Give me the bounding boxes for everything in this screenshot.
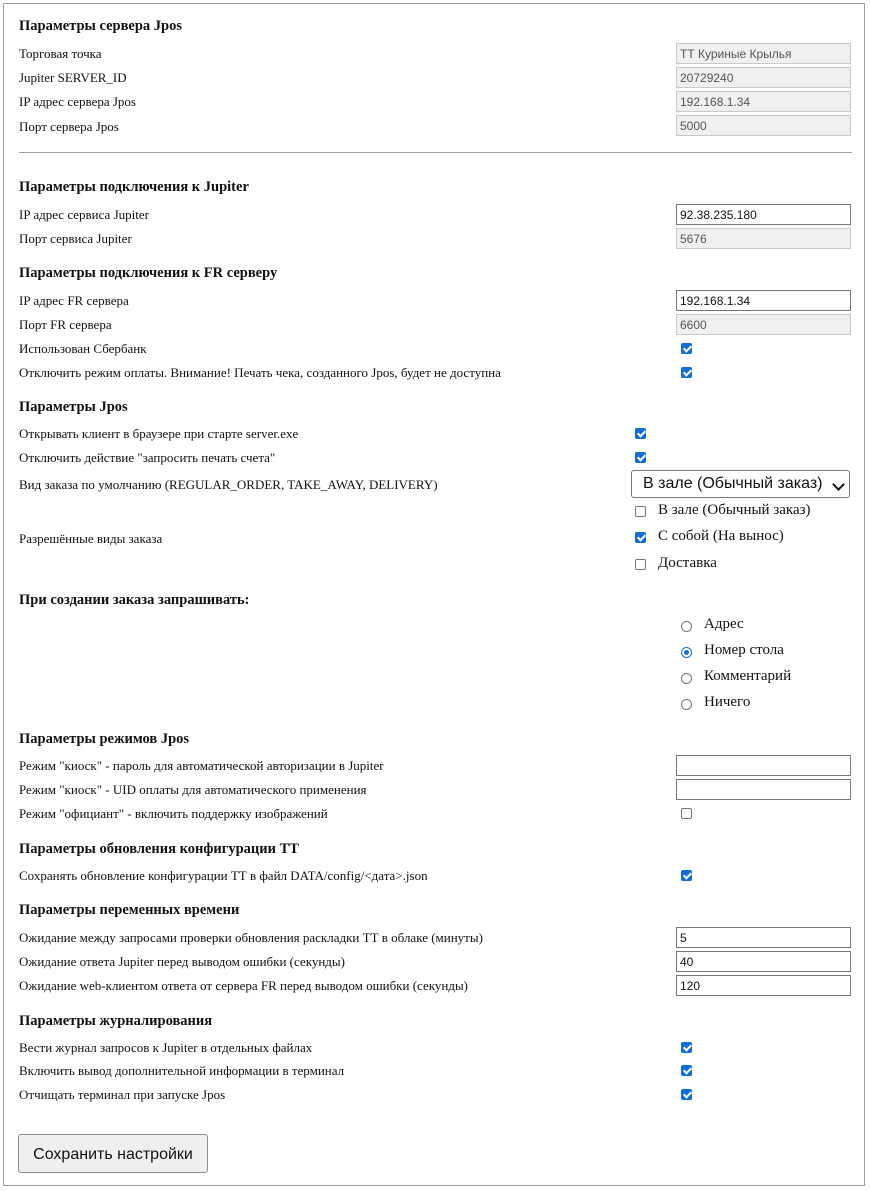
label-jpos-ip: IP адрес сервера Jpos: [19, 94, 136, 109]
section-title-jupiter: Параметры подключения к Jupiter: [19, 179, 249, 195]
label-server-id: Jupiter SERVER_ID: [19, 70, 127, 85]
section-title-config-update: Параметры обновления конфигурации ТТ: [19, 841, 299, 857]
section-divider: [19, 152, 852, 153]
section-title-fr: Параметры подключения к FR серверу: [19, 265, 278, 281]
timer-layout-check-field[interactable]: [676, 927, 851, 948]
label-log-verbose: Включить вывод дополнительной информации в терминал: [19, 1063, 345, 1078]
save-config-checkbox[interactable]: [681, 870, 692, 881]
label-timer-fr: Ожидание web-клиентом ответа от сервера FR перед выводом ошибки (секунды): [19, 978, 469, 993]
default-order-select[interactable]: [631, 470, 850, 498]
label-jupiter-port: Порт сервиса Jupiter: [19, 231, 132, 246]
trade-point-field[interactable]: [676, 43, 851, 64]
label-timer-layout-check: Ожидание между запросами проверки обновления раскладки ТТ в облаке (минуты): [19, 930, 483, 945]
sberbank-checkbox[interactable]: [681, 343, 692, 354]
fr-ip-field[interactable]: [676, 290, 851, 311]
ask-nothing-radio[interactable]: [681, 699, 692, 710]
open-browser-checkbox[interactable]: [635, 428, 646, 439]
disable-payment-checkbox[interactable]: [681, 367, 692, 378]
label-sberbank: Использован Сбербанк: [19, 341, 147, 356]
save-settings-button[interactable]: Сохранить настройки: [18, 1134, 208, 1173]
label-open-browser: Открывать клиент в браузере при старте server.exe: [19, 426, 299, 441]
ask-nothing-label: Ничего: [704, 694, 751, 710]
jupiter-port-field[interactable]: [676, 228, 851, 249]
label-default-order: Вид заказа по умолчанию (REGULAR_ORDER, TAKE_AWAY, DELIVERY): [19, 477, 438, 492]
label-log-jupiter: Вести журнал запросов к Jupiter в отдельных файлах: [19, 1040, 313, 1055]
section-title-server: Параметры сервера Jpos: [19, 18, 182, 34]
timer-jupiter-field[interactable]: [676, 951, 851, 972]
order-type-dine-in-checkbox[interactable]: [635, 506, 646, 517]
fr-port-field[interactable]: [676, 314, 851, 335]
disable-print-checkbox[interactable]: [635, 452, 646, 463]
label-jupiter-ip: IP адрес сервиса Jupiter: [19, 207, 149, 222]
label-jpos-port: Порт сервера Jpos: [19, 119, 119, 134]
label-kiosk-uid: Режим "киоск" - UID оплаты для автоматического применения: [19, 782, 367, 797]
label-kiosk-password: Режим "киоск" - пароль для автоматической авторизации в Jupiter: [19, 758, 384, 773]
label-trade-point: Торговая точка: [19, 46, 102, 61]
jpos-port-field[interactable]: [676, 115, 851, 136]
ask-address-label: Адрес: [704, 616, 744, 632]
label-save-config: Сохранять обновление конфигурации ТТ в файл DATA/config/<дата>.json: [19, 868, 428, 883]
jpos-ip-field[interactable]: [676, 91, 851, 112]
order-type-takeaway-checkbox[interactable]: [635, 532, 646, 543]
ask-table-number-label: Номер стола: [704, 642, 784, 658]
section-title-logging: Параметры журналирования: [19, 1013, 213, 1029]
waiter-images-checkbox[interactable]: [681, 808, 692, 819]
log-jupiter-checkbox[interactable]: [681, 1042, 692, 1053]
jupiter-ip-field[interactable]: [676, 204, 851, 225]
timer-fr-field[interactable]: [676, 975, 851, 996]
ask-address-radio[interactable]: [681, 621, 692, 632]
ask-table-number-radio[interactable]: [681, 647, 692, 658]
label-allowed-order-types: Разрешённые виды заказа: [19, 531, 163, 546]
section-title-timers: Параметры переменных времени: [19, 902, 240, 918]
ask-comment-radio[interactable]: [681, 673, 692, 684]
section-title-modes: Параметры режимов Jpos: [19, 731, 190, 747]
order-type-dine-in-label: В зале (Обычный заказ): [658, 502, 811, 518]
log-verbose-checkbox[interactable]: [681, 1065, 692, 1076]
label-fr-ip: IP адрес FR сервера: [19, 293, 129, 308]
label-fr-port: Порт FR сервера: [19, 317, 112, 332]
label-timer-jupiter: Ожидание ответа Jupiter перед выводом ошибки (секунды): [19, 954, 345, 969]
label-clear-terminal: Отчищать терминал при запуске Jpos: [19, 1087, 226, 1102]
section-title-ask: При создании заказа запрашивать:: [19, 592, 250, 608]
label-disable-print: Отключить действие "запросить печать счета": [19, 450, 276, 465]
order-type-takeaway-label: С собой (На вынос): [658, 528, 784, 544]
order-type-delivery-label: Доставка: [658, 555, 717, 571]
label-disable-payment: Отключить режим оплаты. Внимание! Печать чека, созданного Jpos, будет не доступна: [19, 365, 501, 380]
kiosk-password-field[interactable]: [676, 755, 851, 776]
clear-terminal-checkbox[interactable]: [681, 1089, 692, 1100]
order-type-delivery-checkbox[interactable]: [635, 559, 646, 570]
label-waiter-images: Режим "официант" - включить поддержку изображений: [19, 806, 328, 821]
chevron-down-icon: [832, 478, 845, 491]
kiosk-uid-field[interactable]: [676, 779, 851, 800]
section-title-jpos: Параметры Jpos: [19, 399, 128, 415]
ask-comment-label: Комментарий: [704, 668, 792, 684]
server-id-field[interactable]: [676, 67, 851, 88]
default-order-selected: В зале (Обычный заказ): [643, 475, 823, 492]
